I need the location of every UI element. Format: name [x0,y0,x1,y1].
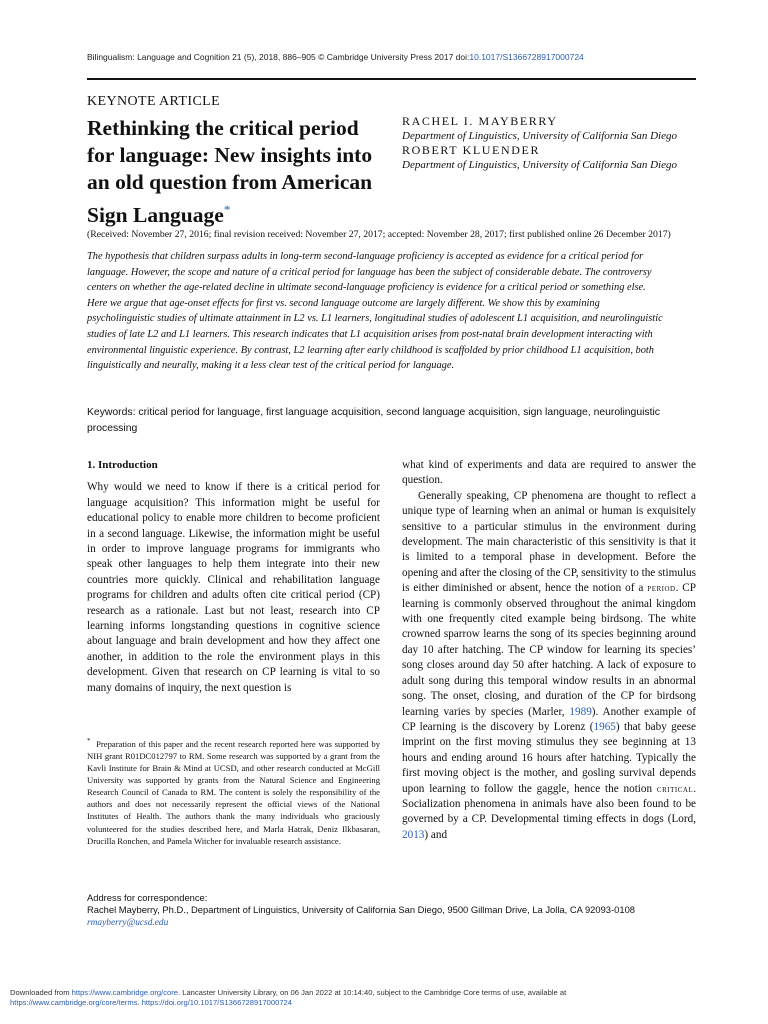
header-rule [87,78,696,80]
notice-text: . [137,998,142,1007]
doi-url-link[interactable]: https://doi.org/10.1017/S1366728917000724 [141,998,293,1007]
article-dates: (Received: November 27, 2016; final revision received: November 27, 2017; accepted: November 28, 2017; first published online 26 December 2017) [87,229,671,240]
text-run: . CP learning is commonly observed throughout the animal kingdom with one frequently cited example being birdsong. The white crowned sparrow learns the song of its species beginning around day 10 after hatching. The CP window for learning its species’ song closes around day 50 after hatching. A lack of exposure to adult song during this temporal window results in an abnormal song. The onset, closing, and duration of the CP for birdsong learning varies by species (Marler, [402,582,696,718]
title-footnote-mark[interactable]: * [223,202,231,217]
article-title [87,115,387,229]
core-link[interactable]: https://www.cambridge.org/core [71,988,178,997]
author-affiliation: Department of Linguistics, University of California San Diego [402,130,677,142]
text-run: ). Another example of CP learning is the discovery by Lorenz ( [402,705,697,733]
footnote [87,735,380,847]
text-run: ) and [424,828,448,841]
cp-paragraph [402,489,696,843]
notice-text: Downloaded from [10,988,72,997]
doi-link[interactable]: 10.1017/S1366728917000724 [469,52,584,62]
terms-link[interactable]: https://www.cambridge.org/core/terms [10,998,138,1007]
reference-link[interactable]: 1989 [569,705,592,718]
title-text: Rethinking the critical period for language: New insights into an old question from American Sign Language [87,116,373,228]
author-name: ROBERT KLUENDER [402,143,541,157]
intro-continuation: what kind of experiments and data are required to answer the question. [402,459,696,487]
text-run: . Socialization phenomena in animals have also been found to be governed by a CP. Developmental timing effects in dogs (Lord, [402,782,696,826]
download-notice [10,988,760,1008]
article-type: KEYNOTE ARTICLE [87,94,221,109]
footnote-mark: * [87,737,91,745]
correspondence-email[interactable]: rmayberry@ucsd.edu [87,917,169,928]
reference-link[interactable]: 1965 [593,720,616,733]
column-left [87,458,380,696]
author-name: RACHEL I. MAYBERRY [402,114,558,128]
journal-citation: Bilingualism: Language and Cognition 21 (5), 2018, 886–905 © Cambridge University Press 2017 doi: [87,52,470,62]
reference-link[interactable]: 2013 [402,828,425,841]
correspondence-address: Rachel Mayberry, Ph.D., Department of Linguistics, University of California San Diego, 9500 Gillman Drive, La Jolla, CA 92093-0108 [87,904,636,916]
footnote-text: Preparation of this paper and the recent research reported here was supported by NIH grant R01DC012797 to RM. Some research was supported by a grant from the Kavli Institute for Brain & Mind at UCSD, and other research conducted at McGill University was supported by grants from the Natural Science and Engineering Research Council of Canada to RM. The content is solely the responsibility of the authors and does not necessarily represent the official views of the National Institutes of Health. The authors thank the many individuals who graciously volunteered for the studies described here, and Marla Hatrak, Deniz Ilkbasaran, Drucilla Ronchen, and Pamela Witcher for invaluable research assistance. [87,738,381,846]
correspondence-heading: Address for correspondence: [87,892,208,903]
author-affiliation: Department of Linguistics, University of California San Diego [402,159,677,171]
notice-text: . Lancaster University Library, on 06 Jan 2022 at 10:14:40, subject to the Cambridge Core terms of use, available at [178,988,567,997]
keywords: Keywords: critical period for language, first language acquisition, second language acquisition, sign language, neurolinguistic processing [87,407,660,434]
intro-paragraph: Why would we need to know if there is a critical period for language acquisition? This information might be useful for educational policy to enable more children to become proficient in a second language. Likewise, the information might be useful in order to improve language programs for immigrants who speak other languages to help them integrate into their new countries more quickly. Clinical and rehabilitation language programs for children and adults often cite critical period (CP) research as a rationale. Last but not least, research into CP learning informs longstanding questions in cognitive science about language and brain development and how they affect one another, in addition to the role the environment plays in this development. Given that research on CP learning is vital to so many domains of inquiry, the next question is [87,481,380,694]
text-run: ) that baby geese imprint on the first moving stimulus they see beginning at 13 hours and ending around 16 hours after hatching. Typically the first moving object is the mother, and gosling survival depends upon learning to follow the gaggle, hence the notion [402,720,697,795]
abstract: The hypothesis that children surpass adults in long-term second-language proficiency is accepted as evidence for a critical period for language. However, the scope and nature of a critical period for language has been the subject of considerable debate. The controversy centers on whether the age-related decline in ultimate second-language proficiency is evidence for a critical period or something else. Here we argue that age-onset effects for first vs. second language outcome are largely different. We show this by examining psycholinguistic studies of ultimate attainment in L2 vs. L1 learners, longitudinal studies of adolescent L1 acquisition, and neurolinguistic studies of late L2 and L1 learners. This research indicates that L1 acquisition arises from post-natal brain development interacting with environmental linguistic experience. By contrast, L2 learning after early childhood is scaffolded by prior childhood L1 acquisition, both linguistically and neurally, making it a less clear test of the critical period for language. [87,251,663,372]
text-run: Generally speaking, CP phenomena are thought to reflect a unique type of learning when an animal or human is exquisitely sensitive to a particular stimulus in the environment during development. The main characteristic of this sensitivity is that it is limited to a temporal phase in development. Before the opening and after the closing of the CP, sensitivity to the stimulus is either diminished or absent, hence the notion of a [402,489,696,595]
journal-header [87,52,584,62]
small-caps-term: period [647,583,676,595]
small-caps-term: critical [656,783,694,795]
column-right [402,458,696,843]
section-heading: 1. Introduction [87,459,158,471]
author-block [402,114,702,172]
correspondence [87,892,696,929]
